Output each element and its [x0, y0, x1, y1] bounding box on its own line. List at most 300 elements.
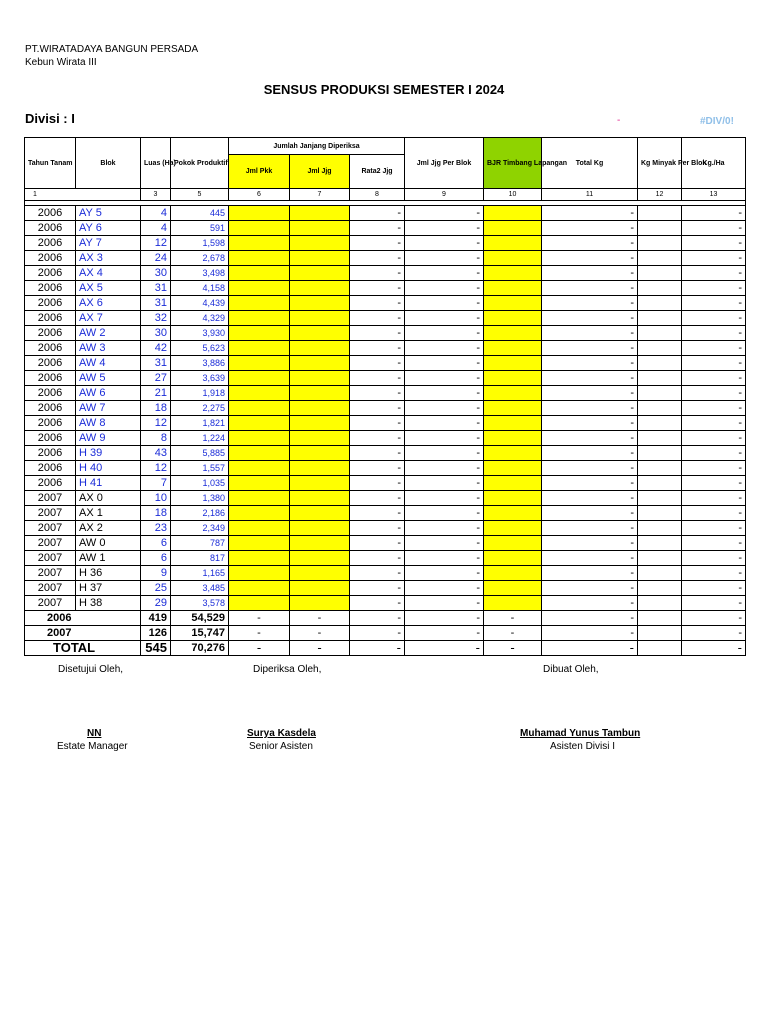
col-number: 13 — [682, 189, 746, 201]
cell-rata2: - — [350, 266, 405, 281]
col-number: 7 — [290, 189, 350, 201]
summary-kg-minyak — [638, 611, 682, 626]
cell-bjr — [484, 206, 542, 221]
cell-pokok: 4,158 — [171, 281, 229, 296]
cell-blok: H 40 — [76, 461, 141, 476]
cell-luas: 21 — [141, 386, 171, 401]
cell-rata2: - — [350, 326, 405, 341]
cell-jml-per-blok: - — [405, 281, 484, 296]
cell-jml-per-blok: - — [405, 461, 484, 476]
cell-bjr — [484, 356, 542, 371]
summary-kg-minyak — [638, 641, 682, 656]
cell-kg-ha: - — [682, 446, 746, 461]
cell-rata2: - — [350, 311, 405, 326]
cell-luas: 9 — [141, 566, 171, 581]
cell-jml-pkk — [229, 461, 290, 476]
cell-kg-ha: - — [682, 206, 746, 221]
cell-rata2: - — [350, 236, 405, 251]
cell-kg-ha: - — [682, 521, 746, 536]
cell-jml-per-blok: - — [405, 491, 484, 506]
approved-label: Disetujui Oleh, — [58, 664, 124, 675]
cell-year: 2007 — [25, 491, 76, 506]
cell-kg-minyak — [638, 281, 682, 296]
cell-blok: AW 1 — [76, 551, 141, 566]
cell-kg-minyak — [638, 581, 682, 596]
cell-blok: AW 3 — [76, 341, 141, 356]
cell-luas: 29 — [141, 596, 171, 611]
cell-total-kg: - — [542, 311, 638, 326]
cell-jml-jjg — [290, 326, 350, 341]
cell-bjr — [484, 236, 542, 251]
cell-blok: AW 8 — [76, 416, 141, 431]
cell-pokok: 787 — [171, 536, 229, 551]
summary-kg-minyak — [638, 626, 682, 641]
cell-kg-ha: - — [682, 401, 746, 416]
cell-pokok: 591 — [171, 221, 229, 236]
cell-pokok: 445 — [171, 206, 229, 221]
cell-rata2: - — [350, 476, 405, 491]
table-row — [25, 461, 746, 476]
cell-blok: AW 0 — [76, 536, 141, 551]
cell-total-kg: - — [542, 446, 638, 461]
cell-jml-jjg — [290, 236, 350, 251]
estate-name: Kebun Wirata III — [25, 57, 97, 68]
cell-jml-pkk — [229, 206, 290, 221]
cell-blok: AY 6 — [76, 221, 141, 236]
cell-kg-ha: - — [682, 461, 746, 476]
cell-total-kg: - — [542, 581, 638, 596]
cell-bjr — [484, 536, 542, 551]
column-number-row — [25, 189, 746, 201]
cell-blok: AX 5 — [76, 281, 141, 296]
summary-jml-pkk: - — [229, 626, 290, 641]
table-row — [25, 236, 746, 251]
cell-year: 2006 — [25, 221, 76, 236]
cell-kg-ha: - — [682, 251, 746, 266]
cell-rata2: - — [350, 506, 405, 521]
cell-bjr — [484, 296, 542, 311]
cell-jml-pkk — [229, 596, 290, 611]
cell-jml-pkk — [229, 431, 290, 446]
cell-kg-minyak — [638, 221, 682, 236]
table-row — [25, 446, 746, 461]
summary-label: 2007 — [25, 626, 141, 641]
col-kg-ha: Kg./Ha — [682, 138, 746, 189]
cell-kg-minyak — [638, 416, 682, 431]
cell-rata2: - — [350, 431, 405, 446]
cell-rata2: - — [350, 206, 405, 221]
cell-bjr — [484, 341, 542, 356]
cell-blok: H 37 — [76, 581, 141, 596]
cell-kg-ha: - — [682, 221, 746, 236]
cell-kg-minyak — [638, 491, 682, 506]
table-row — [25, 581, 746, 596]
cell-bjr — [484, 476, 542, 491]
cell-luas: 23 — [141, 521, 171, 536]
cell-kg-ha: - — [682, 491, 746, 506]
cell-bjr — [484, 281, 542, 296]
cell-kg-minyak — [638, 566, 682, 581]
table-row — [25, 326, 746, 341]
cell-year: 2006 — [25, 401, 76, 416]
cell-jml-jjg — [290, 266, 350, 281]
cell-luas: 12 — [141, 416, 171, 431]
cell-year: 2006 — [25, 296, 76, 311]
cell-year: 2006 — [25, 311, 76, 326]
cell-year: 2007 — [25, 566, 76, 581]
cell-luas: 4 — [141, 221, 171, 236]
summary-jml-per-blok: - — [405, 626, 484, 641]
cell-jml-pkk — [229, 521, 290, 536]
col-jumlah-group: Jumlah Janjang Diperiksa — [229, 138, 405, 155]
cell-total-kg: - — [542, 266, 638, 281]
cell-blok: AY 5 — [76, 206, 141, 221]
cell-rata2: - — [350, 566, 405, 581]
cell-total-kg: - — [542, 236, 638, 251]
cell-rata2: - — [350, 551, 405, 566]
cell-pokok: 3,498 — [171, 266, 229, 281]
summary-label: TOTAL — [25, 641, 141, 656]
cell-blok: AX 4 — [76, 266, 141, 281]
cell-jml-per-blok: - — [405, 236, 484, 251]
cell-jml-pkk — [229, 416, 290, 431]
subtotal-row — [25, 626, 746, 641]
col-tahun-tanam: Tahun Tanam — [25, 138, 76, 189]
cell-pokok: 817 — [171, 551, 229, 566]
table-row — [25, 431, 746, 446]
cell-kg-ha: - — [682, 326, 746, 341]
summary-jml-pkk: - — [229, 611, 290, 626]
cell-bjr — [484, 266, 542, 281]
cell-year: 2007 — [25, 536, 76, 551]
summary-pokok: 70,276 — [171, 641, 229, 656]
cell-total-kg: - — [542, 401, 638, 416]
cell-pokok: 1,224 — [171, 431, 229, 446]
table-row — [25, 401, 746, 416]
cell-pokok: 1,165 — [171, 566, 229, 581]
cell-rata2: - — [350, 296, 405, 311]
cell-jml-pkk — [229, 566, 290, 581]
cell-pokok: 4,329 — [171, 311, 229, 326]
cell-jml-per-blok: - — [405, 401, 484, 416]
cell-pokok: 1,821 — [171, 416, 229, 431]
table-row — [25, 491, 746, 506]
cell-jml-jjg — [290, 476, 350, 491]
cell-jml-per-blok: - — [405, 506, 484, 521]
table-row — [25, 506, 746, 521]
cell-jml-pkk — [229, 311, 290, 326]
cell-luas: 10 — [141, 491, 171, 506]
summary-rata2: - — [350, 641, 405, 656]
cell-blok: AX 6 — [76, 296, 141, 311]
cell-total-kg: - — [542, 371, 638, 386]
cell-luas: 6 — [141, 551, 171, 566]
cell-year: 2006 — [25, 371, 76, 386]
cell-kg-ha: - — [682, 281, 746, 296]
cell-blok: AW 2 — [76, 326, 141, 341]
cell-blok: H 36 — [76, 566, 141, 581]
cell-pokok: 2,275 — [171, 401, 229, 416]
cell-rata2: - — [350, 281, 405, 296]
cell-jml-per-blok: - — [405, 596, 484, 611]
cell-luas: 8 — [141, 431, 171, 446]
cell-kg-minyak — [638, 326, 682, 341]
cell-kg-minyak — [638, 386, 682, 401]
cell-year: 2006 — [25, 341, 76, 356]
col-number: 6 — [229, 189, 290, 201]
cell-year: 2006 — [25, 446, 76, 461]
cell-year: 2007 — [25, 521, 76, 536]
table-row — [25, 311, 746, 326]
table-row — [25, 596, 746, 611]
cell-kg-minyak — [638, 371, 682, 386]
summary-luas: 419 — [141, 611, 171, 626]
cell-blok: AW 6 — [76, 386, 141, 401]
cell-bjr — [484, 446, 542, 461]
summary-total-kg: - — [542, 641, 638, 656]
col-number: 12 — [638, 189, 682, 201]
cell-blok: AW 9 — [76, 431, 141, 446]
summary-kg-ha: - — [682, 626, 746, 641]
cell-kg-minyak — [638, 401, 682, 416]
table-row — [25, 206, 746, 221]
table-row — [25, 551, 746, 566]
cell-year: 2006 — [25, 206, 76, 221]
summary-bjr: - — [484, 611, 542, 626]
col-jml-per-blok: Jml Jjg Per Blok — [405, 138, 484, 189]
cell-kg-ha: - — [682, 311, 746, 326]
approved-title: Estate Manager — [57, 741, 128, 752]
cell-total-kg: - — [542, 536, 638, 551]
col-blok: Blok — [76, 138, 141, 189]
cell-luas: 27 — [141, 371, 171, 386]
summary-kg-ha: - — [682, 611, 746, 626]
cell-pokok: 5,885 — [171, 446, 229, 461]
cell-jml-per-blok: - — [405, 296, 484, 311]
cell-luas: 30 — [141, 326, 171, 341]
summary-jml-jjg: - — [290, 611, 350, 626]
cell-total-kg: - — [542, 521, 638, 536]
cell-rata2: - — [350, 401, 405, 416]
cell-pokok: 3,578 — [171, 596, 229, 611]
cell-pokok: 3,886 — [171, 356, 229, 371]
cell-jml-pkk — [229, 236, 290, 251]
cell-jml-pkk — [229, 446, 290, 461]
cell-blok: AX 3 — [76, 251, 141, 266]
cell-jml-per-blok: - — [405, 431, 484, 446]
cell-kg-minyak — [638, 596, 682, 611]
cell-kg-ha: - — [682, 341, 746, 356]
cell-year: 2006 — [25, 386, 76, 401]
table-row — [25, 386, 746, 401]
cell-jml-jjg — [290, 251, 350, 266]
cell-total-kg: - — [542, 326, 638, 341]
cell-bjr — [484, 416, 542, 431]
cell-rata2: - — [350, 581, 405, 596]
col-bjr: BJR Timbang Lapangan — [484, 138, 542, 189]
cell-jml-jjg — [290, 371, 350, 386]
table-row — [25, 266, 746, 281]
cell-year: 2007 — [25, 551, 76, 566]
summary-bjr: - — [484, 641, 542, 656]
cell-bjr — [484, 386, 542, 401]
cell-rata2: - — [350, 491, 405, 506]
cell-year: 2007 — [25, 581, 76, 596]
cell-bjr — [484, 431, 542, 446]
cell-blok: AX 7 — [76, 311, 141, 326]
cell-jml-per-blok: - — [405, 476, 484, 491]
pink-dash-marker: - — [617, 115, 621, 126]
checked-label: Diperiksa Oleh, — [253, 664, 322, 675]
cell-jml-jjg — [290, 356, 350, 371]
summary-total-kg: - — [542, 611, 638, 626]
cell-jml-per-blok: - — [405, 581, 484, 596]
cell-total-kg: - — [542, 431, 638, 446]
cell-year: 2006 — [25, 266, 76, 281]
summary-pokok: 15,747 — [171, 626, 229, 641]
cell-jml-per-blok: - — [405, 416, 484, 431]
summary-luas: 545 — [141, 641, 171, 656]
cell-total-kg: - — [542, 461, 638, 476]
col-rata2: Rata2 Jjg — [350, 155, 405, 189]
cell-luas: 31 — [141, 281, 171, 296]
company-name: PT.WIRATADAYA BANGUN PERSADA — [25, 44, 199, 55]
cell-kg-ha: - — [682, 581, 746, 596]
col-number: 3 — [141, 189, 171, 201]
cell-jml-per-blok: - — [405, 536, 484, 551]
cell-total-kg: - — [542, 476, 638, 491]
summary-kg-ha: - — [682, 641, 746, 656]
cell-pokok: 1,557 — [171, 461, 229, 476]
cell-jml-pkk — [229, 251, 290, 266]
col-kg-minyak: Kg Minyak Per Blok — [638, 138, 682, 189]
cell-pokok: 1,918 — [171, 386, 229, 401]
cell-luas: 30 — [141, 266, 171, 281]
table-row — [25, 281, 746, 296]
cell-luas: 18 — [141, 506, 171, 521]
cell-kg-ha: - — [682, 431, 746, 446]
cell-jml-jjg — [290, 461, 350, 476]
cell-bjr — [484, 551, 542, 566]
cell-total-kg: - — [542, 296, 638, 311]
cell-jml-per-blok: - — [405, 446, 484, 461]
cell-bjr — [484, 461, 542, 476]
made-label: Dibuat Oleh, — [543, 664, 599, 675]
cell-rata2: - — [350, 341, 405, 356]
cell-kg-minyak — [638, 266, 682, 281]
table-row — [25, 371, 746, 386]
cell-luas: 32 — [141, 311, 171, 326]
cell-total-kg: - — [542, 596, 638, 611]
cell-year: 2007 — [25, 596, 76, 611]
summary-label: 2006 — [25, 611, 141, 626]
cell-jml-per-blok: - — [405, 386, 484, 401]
cell-bjr — [484, 311, 542, 326]
cell-blok: AW 7 — [76, 401, 141, 416]
cell-jml-pkk — [229, 491, 290, 506]
cell-jml-per-blok: - — [405, 251, 484, 266]
cell-jml-pkk — [229, 506, 290, 521]
cell-jml-jjg — [290, 506, 350, 521]
cell-jml-pkk — [229, 536, 290, 551]
divisi-label: Divisi : I — [25, 111, 75, 126]
cell-bjr — [484, 251, 542, 266]
cell-rata2: - — [350, 386, 405, 401]
table-row — [25, 221, 746, 236]
cell-year: 2006 — [25, 236, 76, 251]
summary-pokok: 54,529 — [171, 611, 229, 626]
cell-rata2: - — [350, 461, 405, 476]
cell-blok: H 38 — [76, 596, 141, 611]
cell-kg-ha: - — [682, 566, 746, 581]
cell-jml-pkk — [229, 551, 290, 566]
approved-name: NN — [87, 728, 102, 739]
report-title: SENSUS PRODUKSI SEMESTER I 2024 — [263, 82, 505, 97]
cell-total-kg: - — [542, 551, 638, 566]
cell-total-kg: - — [542, 416, 638, 431]
cell-kg-minyak — [638, 311, 682, 326]
cell-jml-pkk — [229, 476, 290, 491]
table-row — [25, 536, 746, 551]
cell-kg-minyak — [638, 206, 682, 221]
cell-jml-per-blok: - — [405, 206, 484, 221]
cell-bjr — [484, 221, 542, 236]
cell-total-kg: - — [542, 491, 638, 506]
cell-kg-minyak — [638, 506, 682, 521]
cell-jml-per-blok: - — [405, 566, 484, 581]
cell-jml-pkk — [229, 281, 290, 296]
cell-bjr — [484, 581, 542, 596]
cell-jml-jjg — [290, 296, 350, 311]
col-jml-pkk: Jml Pkk — [229, 155, 290, 189]
made-name: Muhamad Yunus Tambun — [520, 728, 641, 739]
cell-pokok: 2,186 — [171, 506, 229, 521]
cell-year: 2006 — [25, 431, 76, 446]
cell-pokok: 3,485 — [171, 581, 229, 596]
cell-jml-pkk — [229, 581, 290, 596]
cell-blok: AX 0 — [76, 491, 141, 506]
summary-bjr: - — [484, 626, 542, 641]
table-row — [25, 341, 746, 356]
cell-pokok: 2,678 — [171, 251, 229, 266]
cell-kg-ha: - — [682, 506, 746, 521]
cell-blok: AW 5 — [76, 371, 141, 386]
cell-jml-per-blok: - — [405, 551, 484, 566]
cell-jml-jjg — [290, 446, 350, 461]
col-luas: Luas (Ha) — [141, 138, 171, 189]
cell-kg-ha: - — [682, 536, 746, 551]
cell-jml-jjg — [290, 536, 350, 551]
cell-jml-jjg — [290, 281, 350, 296]
cell-kg-minyak — [638, 521, 682, 536]
summary-total-kg: - — [542, 626, 638, 641]
cell-rata2: - — [350, 446, 405, 461]
cell-jml-per-blok: - — [405, 266, 484, 281]
cell-jml-jjg — [290, 311, 350, 326]
cell-kg-ha: - — [682, 476, 746, 491]
cell-blok: AX 2 — [76, 521, 141, 536]
cell-total-kg: - — [542, 506, 638, 521]
cell-bjr — [484, 371, 542, 386]
cell-luas: 12 — [141, 461, 171, 476]
cell-total-kg: - — [542, 221, 638, 236]
cell-total-kg: - — [542, 206, 638, 221]
cell-kg-minyak — [638, 236, 682, 251]
cell-rata2: - — [350, 536, 405, 551]
cell-bjr — [484, 521, 542, 536]
col-number: 8 — [350, 189, 405, 201]
cell-jml-pkk — [229, 386, 290, 401]
